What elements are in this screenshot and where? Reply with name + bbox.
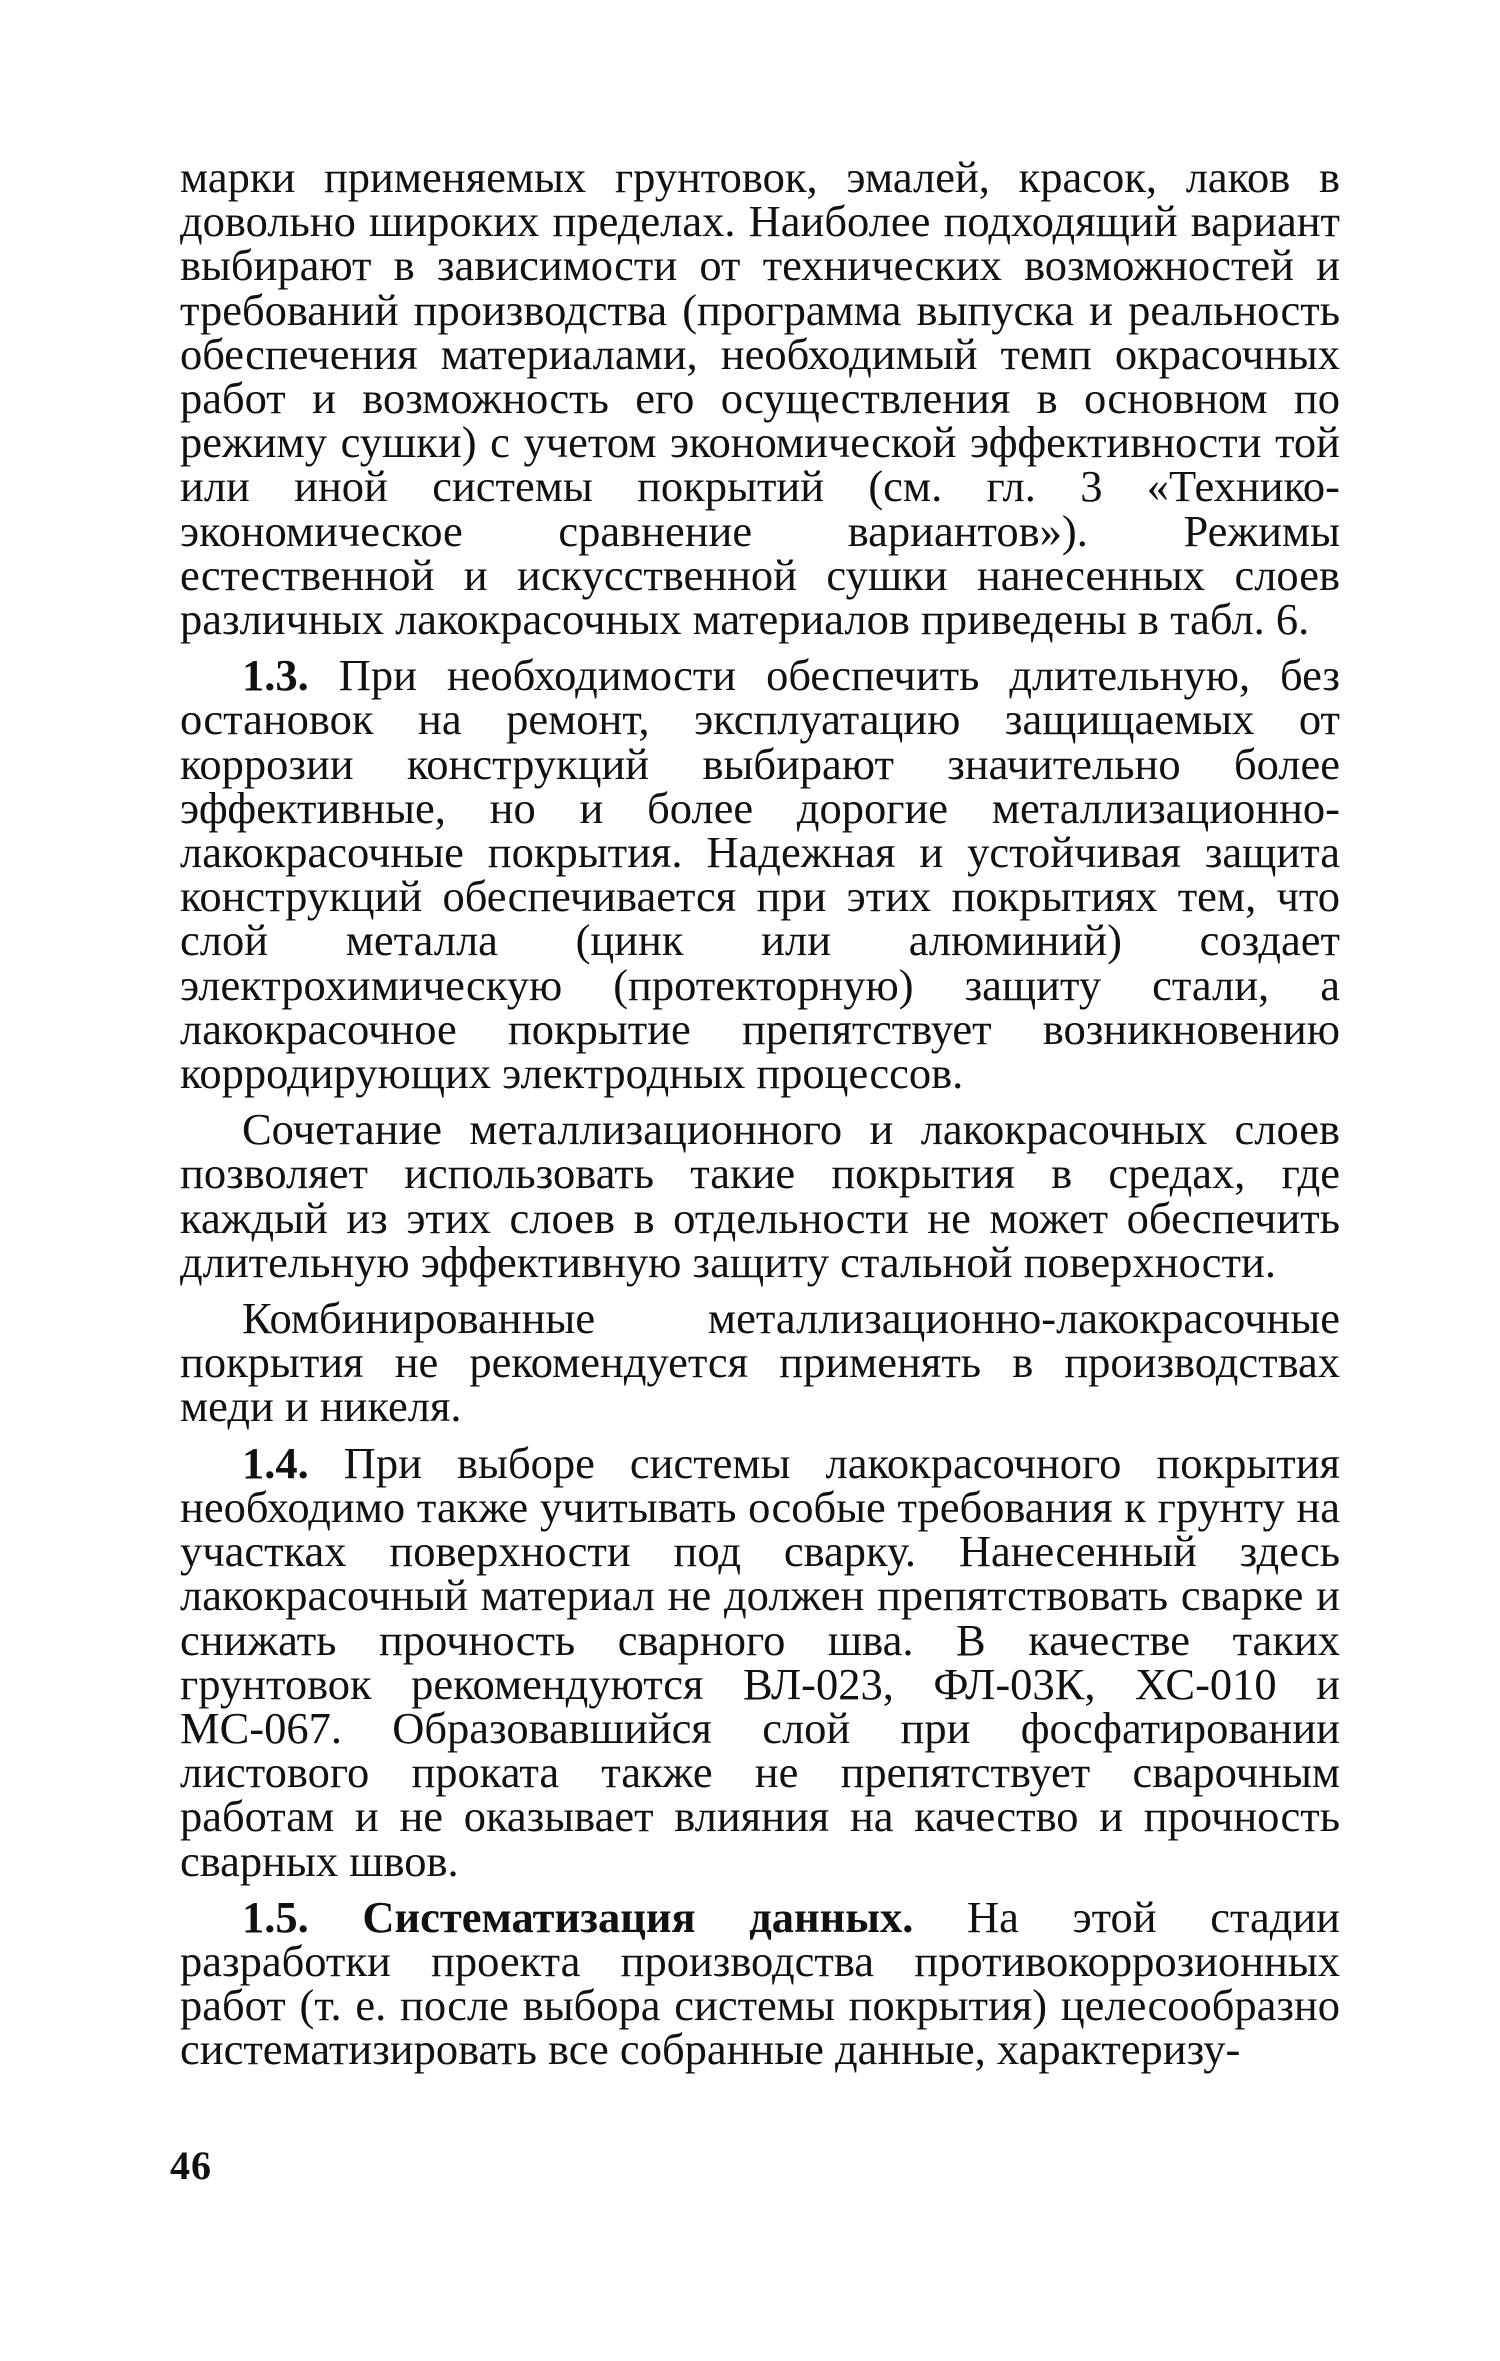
paragraph-text: На этой стадии разработки проекта производства противокоррозионных работ (т. е. после выбора системы покрытия) целесообразно систематизировать все собранные данные, характеризу- [180,1891,1340,2075]
paragraph-text: Комбинированные металлизационно-лакокрасочные покрытия не рекомендуется применять в производствах меди и никеля. [180,1293,1340,1432]
section-number: 1.5. [242,1891,309,1942]
section-number: 1.4. [242,1437,309,1488]
paragraph-text: При необходимости обеспечить длительную, без остановок на ремонт, эксплуатацию защищаемых от коррозии конструкций выбирают значительно более эффективные, но и более дорогие металлизационно-лакокрасочные покрытия. Надежная и устойчивая защита конструкций обеспечивается при этих покрытиях тем, что слой металла (цинк или алюминий) создает электрохимическую (протекторную) защиту стали, а лакокрасочное покрытие препятствует возникновению корродирующих электродных процессов. [180,650,1340,1099]
body-text [180,152,1340,2075]
paragraph-combined-coatings [180,1293,1340,1432]
paragraph-text: марки применяемых грунтовок, эмалей, красок, лаков в довольно широких пределах. Наиболее подходящий вариант выбирают в зависимости от технических возможностей и требований производства (программа выпуска и реальность обеспечения материалами, необходимый темп окрасочных работ и возможность его осуществления в основном по режиму сушки) с учетом экономической эффективности той или иной системы покрытий (см. гл. 3 «Технико-экономическое сравнение вариантов»). Режимы естественной и искусственной сушки нанесенных слоев различных лакокрасочных материалов приведены в табл. 6. [180,152,1340,645]
paragraph-section-1-3 [180,650,1340,1099]
paragraph-text: При выборе системы лакокрасочного покрытия необходимо также учитывать особые требования к грунту на участках поверхности под сварку. Нанесенный здесь лакокрасочный материал не должен препятствовать сварке и снижать прочность сварного шва. В качестве таких грунтовок рекомендуются ВЛ-023, ФЛ-03К, ХС-010 и МС-067. Образовавшийся слой при фосфатировании листового проката также не препятствует сварочным работам и не оказывает влияния на качество и прочность сварных швов. [180,1437,1340,1886]
page-number: 46 [170,2143,212,2188]
paragraph-section-1-5 [180,1891,1340,2075]
paragraph-continuation [180,152,1340,645]
paragraph-text: Сочетание металлизационного и лакокрасочных слоев позволяет использовать такие покрытия в средах, где каждый из этих слоев в отдельности не может обеспечить длительную эффективную защиту стальной поверхности. [180,1104,1340,1287]
paragraph-section-1-4 [180,1437,1340,1886]
paragraph-combination [180,1104,1340,1287]
section-number: 1.3. [242,650,309,701]
section-heading: Систематизация данных. [308,1891,914,1942]
